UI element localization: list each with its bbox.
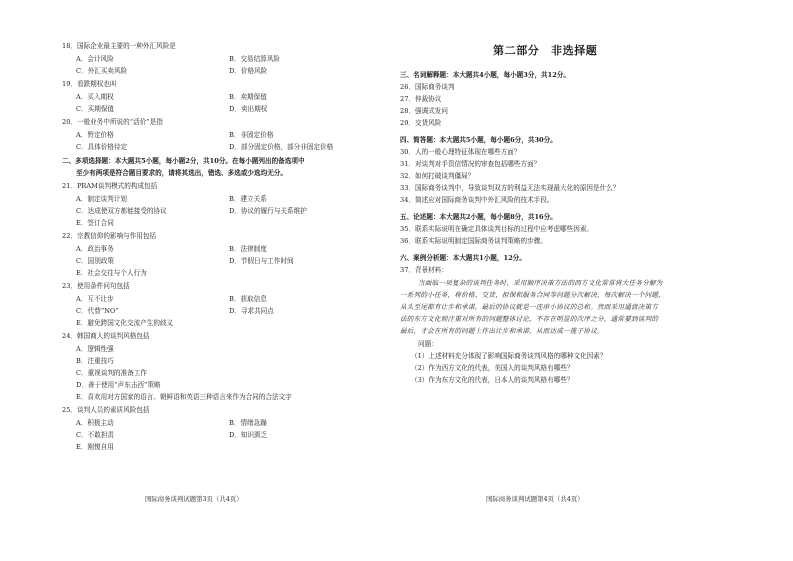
- question-23-option-b: B．获取信息: [229, 295, 267, 303]
- left-page: [0, 0, 396, 561]
- question-18-option-a: A．会计风险: [76, 55, 114, 63]
- question-19-option-a: A．买入期权: [76, 93, 114, 101]
- question-23-option-d: D．寻求共同点: [229, 307, 274, 315]
- question-25-option-c: C．不敢担责: [76, 431, 115, 439]
- question-22-option-e: E．社会交往与个人行为: [76, 269, 147, 277]
- question-21-option-a: A．制定谈判计划: [76, 195, 127, 203]
- question-24-option-d: D．善于使用“声东击西”策略: [76, 381, 161, 389]
- question-24-option-e: E．喜欢用对方国家的语言、朝鲜语和英语三种语言来作为合同的合法文字: [76, 393, 292, 401]
- case-line-1: 当面临一项复杂的谈判任务时，采用顺序决策方法的西方文化常常将大任务分解为: [418, 279, 663, 287]
- question-27: 27．仲裁协议: [400, 95, 442, 103]
- question-18-option-d: D．价格风险: [229, 67, 268, 75]
- question-33: 33．国际商务谈判中，导致谈判双方的利益无法实现最大化的原因是什么？: [400, 184, 620, 192]
- question-22-option-c: C．国别政策: [76, 257, 115, 265]
- question-25-option-d: D．知识匮乏: [229, 431, 268, 439]
- question-29: 29．交货风险: [400, 119, 442, 127]
- sub-question-2: （2）作为西方文化的代表，美国人的谈判风格有哪些？: [411, 364, 574, 372]
- questions-label: 问题：: [418, 340, 438, 348]
- question-20-stem: 20．一般业务中所说的“活价”是指: [62, 118, 163, 126]
- question-20-option-c: C．具体价格待定: [76, 143, 128, 151]
- sub-question-3: （3）作为东方文化的代表，日本人的谈判风格有哪些？: [411, 376, 574, 384]
- question-25-option-a: A．积极主动: [76, 419, 114, 427]
- right-page: [396, 0, 792, 561]
- question-20-option-d: D．部分固定价格，部分非固定价格: [229, 143, 334, 151]
- section-5-heading: 五、论述题：本大题共2小题，每小题8分，共16分。: [400, 213, 557, 221]
- question-24-stem: 24．韩国商人的谈判风格包括: [62, 332, 150, 340]
- question-30: 30．人的一般心理特征体现在哪些方面？: [400, 148, 521, 156]
- question-21-option-c: C．达成使双方都能接受的协议: [76, 207, 167, 215]
- question-20-option-a: A．暂定价格: [76, 131, 114, 139]
- question-21-option-b: B．建立关系: [229, 195, 267, 203]
- question-25-option-e: E．刚愎自用: [76, 443, 114, 451]
- section-4-heading: 四、简答题：本大题共5小题，每小题6分，共30分。: [400, 136, 557, 144]
- case-line-2: 一系列的小任务，将价格、交货、担保和服务合同等问题分次解决，每次解决一个问题，: [400, 291, 665, 299]
- question-24-option-c: C．重视谈判的准备工作: [76, 369, 147, 377]
- question-23-option-c: C．代替“NO”: [76, 307, 119, 315]
- question-22-option-b: B．法律制度: [229, 245, 267, 253]
- question-31: 31．对谈判对手资信情况的审查包括哪些方面？: [400, 160, 541, 168]
- question-24-option-a: A．逻辑性强: [76, 345, 114, 353]
- question-20-option-b: B．非固定价格: [229, 131, 274, 139]
- question-35: 35．联系实际说明在确定具体谈判目标的过程中应考虑哪些因素。: [400, 225, 594, 233]
- question-26: 26．国际商务谈判: [400, 83, 455, 91]
- question-18-stem: 18．国际企业最主要的一种外汇风险是: [62, 42, 176, 50]
- case-line-3: 从头至尾都有让步和承诺，最后的协议就是一连串小协议的总和。然而采用通盘决策方: [400, 303, 659, 311]
- question-23-option-a: A．互不让步: [76, 295, 114, 303]
- case-line-5: 最后，才会在所有的问题上作出让步和承诺，从而达成一揽子协议。: [400, 327, 604, 335]
- section-3-heading: 三、名词解释题：本大题共4小题，每小题3分，共12分。: [400, 71, 571, 79]
- question-21-option-d: D．协议的履行与关系维护: [229, 207, 307, 215]
- question-19-option-b: B．卖期保值: [229, 93, 267, 101]
- question-22-option-d: D．节假日与工作时间: [229, 257, 294, 265]
- question-24-option-b: B．注重技巧: [76, 357, 114, 365]
- question-28: 28．强调式发问: [400, 107, 448, 115]
- question-23-option-e: E．避免跨国文化交流产生的歧义: [76, 319, 174, 327]
- right-page-footer: 国际商务谈判试题第4页（共4页）: [486, 495, 584, 503]
- section-2-heading-line-1: 二、多项选择题：本大题共5小题，每小题2分，共10分。在每小题列出的备选项中: [62, 157, 305, 165]
- question-19-stem: 19．看跌期权也叫: [62, 80, 117, 88]
- question-36: 36．联系实际说明制定国际商务谈判策略的步骤。: [400, 237, 547, 245]
- question-23-stem: 23．使用条件问句包括: [62, 282, 130, 290]
- section-6-heading: 六、案例分析题：本大题共1小题，12分。: [400, 254, 526, 262]
- question-34: 34．简述应对国际商务谈判中外汇风险的技术手段。: [400, 196, 554, 204]
- question-21-option-e: E．签订合同: [76, 219, 114, 227]
- question-19-option-d: D．卖出期权: [229, 105, 268, 113]
- part-2-title: 第二部分 非选择题: [493, 44, 598, 57]
- question-22-stem: 22．宗教信仰的影响与作用包括: [62, 232, 157, 240]
- question-25-option-b: B．情绪急躁: [229, 419, 267, 427]
- sub-question-1: （1）上述材料充分体现了影响国际商务谈判风格的哪种文化因素？: [411, 352, 607, 360]
- question-25-stem: 25．谈判人员的素质风险包括: [62, 406, 150, 414]
- question-22-option-a: A．政治事务: [76, 245, 114, 253]
- question-37-background-label: 37．背景材料：: [400, 266, 448, 274]
- left-page-footer: 国际商务谈判试题第3页（共4页）: [145, 495, 243, 503]
- question-18-option-c: C．外汇买卖风险: [76, 67, 128, 75]
- section-2-heading-line-2: 至少有两项是符合题目要求的，请将其选出，错选、多选或少选均无分。: [76, 169, 287, 177]
- question-21-stem: 21．PRAM谈判模式的构成包括: [62, 182, 158, 190]
- question-18-option-b: B．交易结算风险: [229, 55, 281, 63]
- question-32: 32．如何打破谈判僵局？: [400, 172, 475, 180]
- question-19-option-c: C．买期保值: [76, 105, 115, 113]
- case-line-4: 法的东方文化则注重对所有的问题整体讨论，不存在明显的次序之分，通常要到谈判的: [400, 315, 659, 323]
